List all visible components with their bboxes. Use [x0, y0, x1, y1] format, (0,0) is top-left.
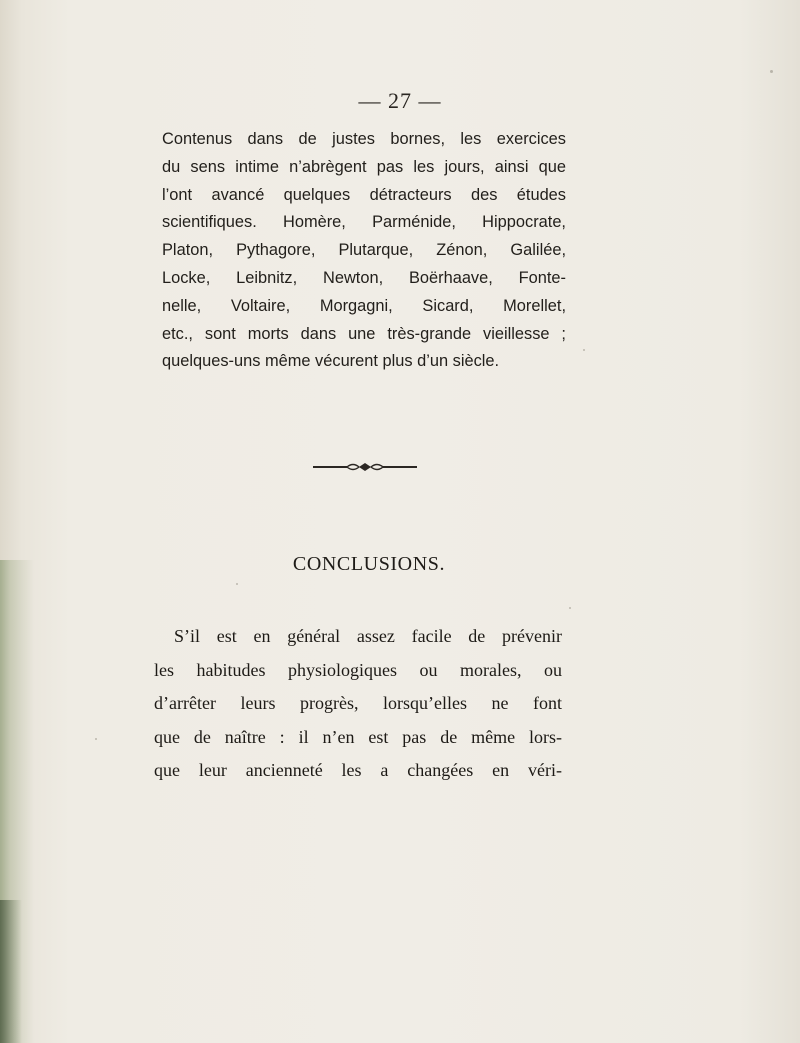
text-line: l’ont avancé quelques détracteurs des études	[162, 185, 566, 204]
paper-speck	[236, 583, 238, 585]
paper-speck	[583, 349, 585, 351]
text-line: les habitudes physiologiques ou morales, ou	[154, 659, 562, 680]
text-line: etc., sont morts dans une très-grande vieillesse ;	[162, 324, 566, 343]
binding-gutter-shadow	[0, 900, 22, 1043]
text-line: Platon, Pythagore, Plutarque, Zénon, Galilée,	[162, 241, 566, 260]
paragraph-conclusions	[154, 620, 562, 788]
text-line: Locke, Leibnitz, Newton, Boërhaave, Fonte-	[162, 268, 566, 287]
text-line: quelques-uns même vécurent plus d’un siècle.	[162, 352, 500, 371]
paper-speck	[770, 70, 773, 73]
section-heading	[0, 553, 800, 576]
text-line: Contenus dans de justes bornes, les exercices	[162, 130, 566, 148]
text-line: que de naître : il n’en est pas de même lors-	[154, 726, 562, 747]
page-number: — 27 —	[358, 88, 442, 113]
text-line: nelle, Voltaire, Morgagni, Sicard, Morellet,	[162, 296, 566, 315]
paper-speck	[95, 738, 97, 740]
text-line: d’arrêter leurs progrès, lorsqu’elles ne font	[154, 693, 562, 714]
paragraph-longevity	[162, 126, 566, 376]
paper-speck	[569, 607, 571, 609]
section-heading-text: CONCLUSIONS.	[292, 553, 446, 575]
text-line: que leur ancienneté les a changées en véri-	[154, 760, 562, 781]
text-line: du sens intime n’abrègent pas les jours, ainsi que	[162, 157, 566, 176]
text-line: scientifiques. Homère, Parménide, Hippocrate,	[162, 213, 566, 232]
section-ornament	[313, 461, 417, 473]
text-line: S’il est en général assez facile de prévenir	[174, 626, 562, 646]
